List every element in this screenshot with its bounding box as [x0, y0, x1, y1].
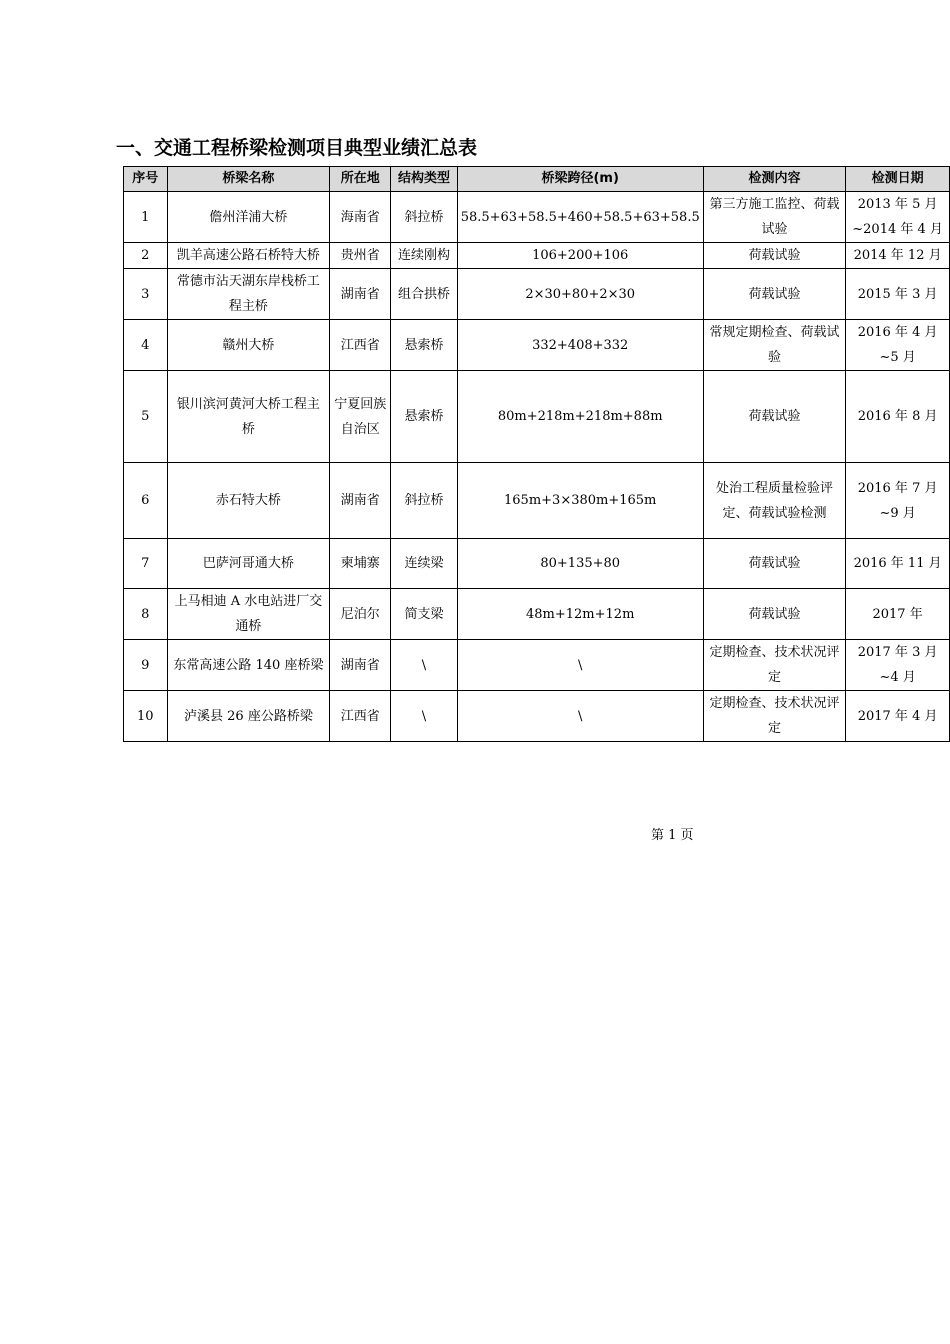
cell-location: 湖南省	[330, 640, 391, 691]
header-cell-location: 所在地	[330, 167, 391, 192]
table-row	[124, 589, 950, 640]
cell-index: 8	[124, 589, 168, 640]
cell-inspection-date: 2016 年 4 月~5 月	[846, 320, 950, 371]
cell-bridge-name: 常德市沾天湖东岸栈桥工程主桥	[167, 269, 330, 320]
cell-index: 3	[124, 269, 168, 320]
cell-span: 80m+218m+218m+88m	[457, 371, 703, 463]
table-row	[124, 463, 950, 539]
cell-bridge-name: 儋州洋浦大桥	[167, 192, 330, 243]
cell-index: 6	[124, 463, 168, 539]
cell-structure-type: 斜拉桥	[391, 192, 457, 243]
cell-bridge-name: 赤石特大桥	[167, 463, 330, 539]
cell-inspection-date: 2017 年 4 月	[846, 691, 950, 742]
cell-span: 165m+3×380m+165m	[457, 463, 703, 539]
cell-index: 5	[124, 371, 168, 463]
cell-span: \	[457, 691, 703, 742]
cell-structure-type: 连续梁	[391, 539, 457, 589]
cell-structure-type: \	[391, 640, 457, 691]
cell-location: 江西省	[330, 320, 391, 371]
cell-span: 332+408+332	[457, 320, 703, 371]
table-row	[124, 640, 950, 691]
cell-inspection-date: 2017 年	[846, 589, 950, 640]
cell-span: 2×30+80+2×30	[457, 269, 703, 320]
cell-bridge-name: 银川滨河黄河大桥工程主桥	[167, 371, 330, 463]
cell-location: 尼泊尔	[330, 589, 391, 640]
cell-inspection-content: 荷载试验	[703, 269, 845, 320]
cell-inspection-content: 定期检查、技术状况评定	[703, 691, 845, 742]
cell-inspection-content: 荷载试验	[703, 589, 845, 640]
cell-inspection-date: 2016 年 11 月	[846, 539, 950, 589]
cell-inspection-date: 2016 年 8 月	[846, 371, 950, 463]
cell-inspection-date: 2014 年 12 月	[846, 243, 950, 269]
cell-span: 106+200+106	[457, 243, 703, 269]
header-cell-structure-type: 结构类型	[391, 167, 457, 192]
cell-index: 7	[124, 539, 168, 589]
header-cell-inspection-date: 检测日期	[846, 167, 950, 192]
cell-bridge-name: 泸溪县 26 座公路桥梁	[167, 691, 330, 742]
cell-bridge-name: 上马相迪 A 水电站进厂交通桥	[167, 589, 330, 640]
cell-inspection-content: 处治工程质量检验评定、荷载试验检测	[703, 463, 845, 539]
performance-table	[123, 166, 950, 742]
cell-inspection-date: 2017 年 3 月~4 月	[846, 640, 950, 691]
cell-location: 江西省	[330, 691, 391, 742]
cell-structure-type: 斜拉桥	[391, 463, 457, 539]
cell-structure-type: 悬索桥	[391, 320, 457, 371]
header-cell-inspection-content: 检测内容	[703, 167, 845, 192]
table-row	[124, 691, 950, 742]
page-title: 一、交通工程桥梁检测项目典型业绩汇总表	[116, 137, 478, 159]
header-cell-span: 桥梁跨径(m)	[457, 167, 703, 192]
cell-inspection-date: 2016 年 7 月~9 月	[846, 463, 950, 539]
cell-location: 贵州省	[330, 243, 391, 269]
cell-inspection-date: 2015 年 3 月	[846, 269, 950, 320]
table-row	[124, 371, 950, 463]
header-cell-index: 序号	[124, 167, 168, 192]
table-row	[124, 192, 950, 243]
cell-inspection-content: 常规定期检查、荷载试验	[703, 320, 845, 371]
cell-inspection-date: 2013 年 5 月~2014 年 4 月	[846, 192, 950, 243]
cell-inspection-content: 荷载试验	[703, 539, 845, 589]
cell-location: 柬埔寨	[330, 539, 391, 589]
page-number: 第 1 页	[651, 828, 694, 843]
cell-index: 10	[124, 691, 168, 742]
cell-span: \	[457, 640, 703, 691]
cell-span: 58.5+63+58.5+460+58.5+63+58.5	[457, 192, 703, 243]
cell-index: 2	[124, 243, 168, 269]
cell-span: 48m+12m+12m	[457, 589, 703, 640]
cell-index: 9	[124, 640, 168, 691]
cell-bridge-name: 东常高速公路 140 座桥梁	[167, 640, 330, 691]
table-row	[124, 269, 950, 320]
cell-location: 宁夏回族自治区	[330, 371, 391, 463]
cell-index: 4	[124, 320, 168, 371]
cell-bridge-name: 凯羊高速公路石桥特大桥	[167, 243, 330, 269]
cell-location: 湖南省	[330, 269, 391, 320]
cell-location: 湖南省	[330, 463, 391, 539]
cell-inspection-content: 荷载试验	[703, 371, 845, 463]
cell-structure-type: 简支梁	[391, 589, 457, 640]
table-row	[124, 320, 950, 371]
cell-structure-type: 组合拱桥	[391, 269, 457, 320]
cell-bridge-name: 赣州大桥	[167, 320, 330, 371]
table-row	[124, 539, 950, 589]
cell-structure-type: \	[391, 691, 457, 742]
cell-inspection-content: 荷载试验	[703, 243, 845, 269]
cell-inspection-content: 第三方施工监控、荷载试验	[703, 192, 845, 243]
cell-location: 海南省	[330, 192, 391, 243]
header-cell-bridge-name: 桥梁名称	[167, 167, 330, 192]
cell-structure-type: 连续刚构	[391, 243, 457, 269]
cell-span: 80+135+80	[457, 539, 703, 589]
cell-structure-type: 悬索桥	[391, 371, 457, 463]
cell-index: 1	[124, 192, 168, 243]
cell-inspection-content: 定期检查、技术状况评定	[703, 640, 845, 691]
cell-bridge-name: 巴萨河哥通大桥	[167, 539, 330, 589]
table-row	[124, 243, 950, 269]
header-row	[124, 167, 950, 192]
